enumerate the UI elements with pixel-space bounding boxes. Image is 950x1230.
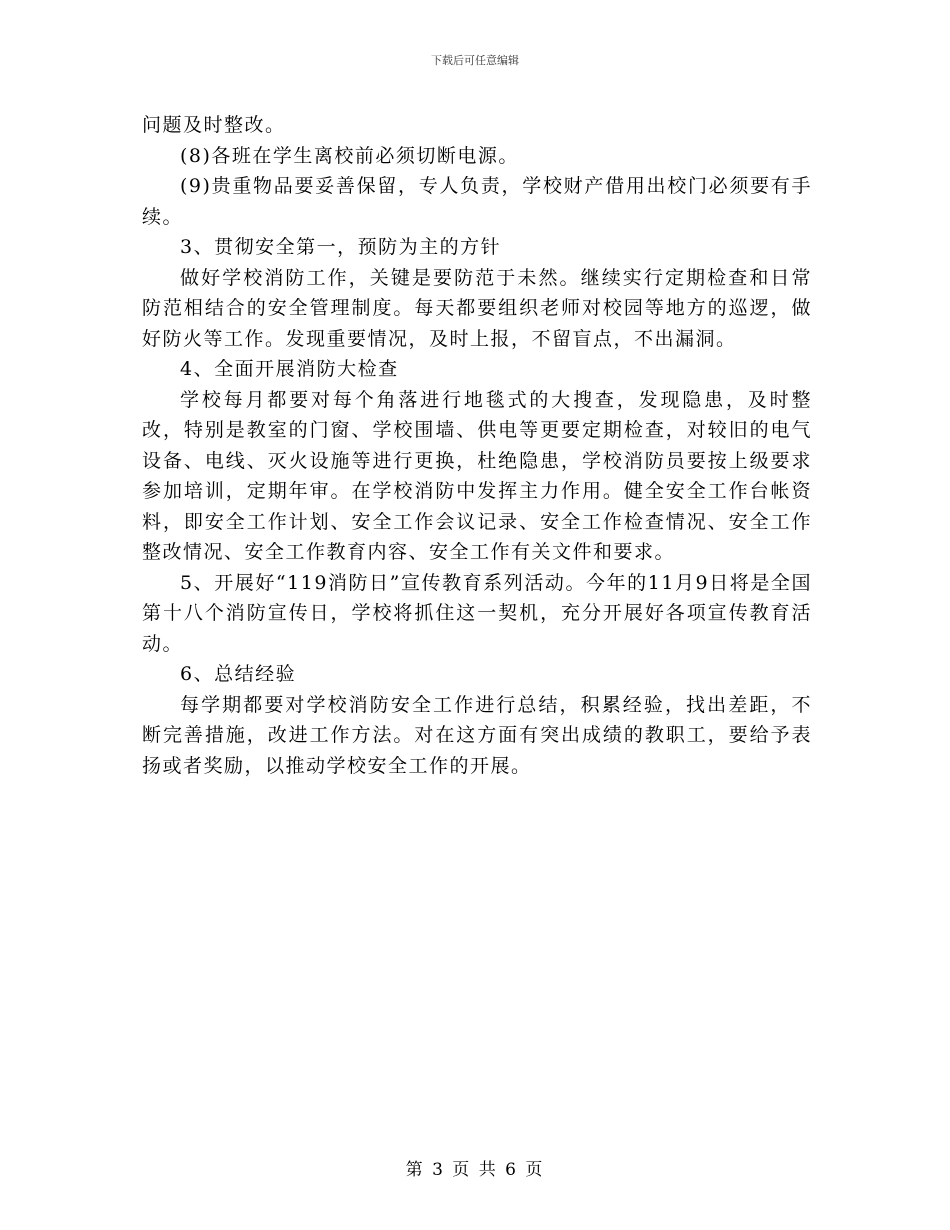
page-header-note: 下载后可任意编辑 [431,54,519,67]
page-number: 第 3 页 共 6 页 [405,1160,545,1180]
document-body [142,110,812,781]
paragraph: 问题及时整改。 [142,114,286,136]
paragraph: 5、开展好“119消防日”宣传教育系列活动。今年的11月9日将是全国第十八个消防宣传日，学校将抓住这一契机，充分开展好各项宣传教育活动。 [142,571,812,655]
paragraph: 学校每月都要对每个角落进行地毯式的大搜查，发现隐患，及时整改，特别是教室的门窗、学校围墙、供电等更要定期检查，对较旧的电气设备、电线、灭火设施等进行更换，杜绝隐患，学校消防员要按上级要求参加培训，定期年审。在学校消防中发挥主力作用。健全安全工作台帐资料，即安全工作计划、安全工作会议记录、安全工作检查情况、安全工作整改情况、安全工作教育内容、安全工作有关文件和要求。 [142,388,812,563]
paragraph: 做好学校消防工作，关键是要防范于未然。继续实行定期检查和日常防范相结合的安全管理制度。每天都要组织老师对校园等地方的巡逻，做好防火等工作。发现重要情况，及时上报，不留盲点，不出漏洞。 [142,266,812,350]
section-heading: 6、总结经验 [180,663,297,685]
paragraph: 每学期都要对学校消防安全工作进行总结，积累经验，找出差距，不断完善措施，改进工作方法。对在这方面有突出成绩的教职工，要给予表扬或者奖励，以推动学校安全工作的开展。 [142,693,812,777]
section-heading: 3、贯彻安全第一，预防为主的方针 [180,236,502,258]
paragraph: (9)贵重物品要妥善保留，专人负责，学校财产借用出校门必须要有手续。 [142,175,812,228]
section-heading: 4、全面开展消防大检查 [180,358,399,380]
paragraph: (8)各班在学生离校前必须切断电源。 [180,144,519,167]
